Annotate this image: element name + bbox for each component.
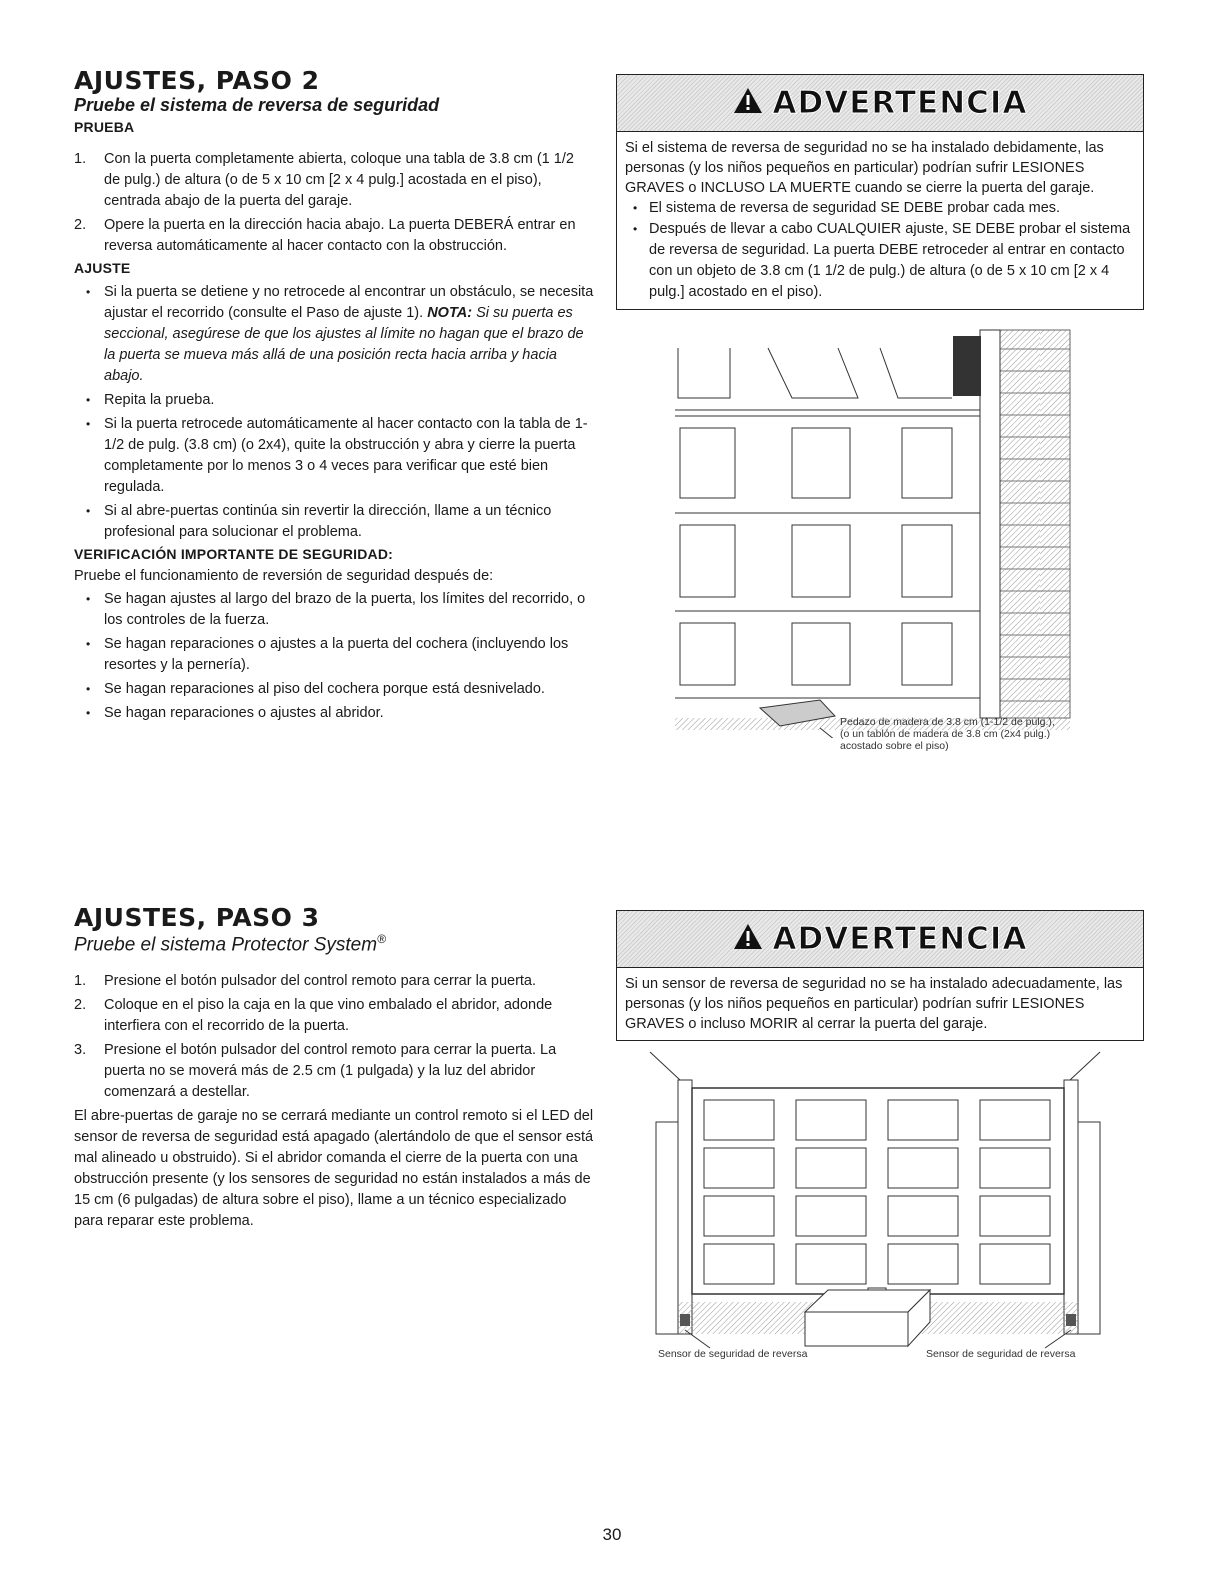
warning-text: Si el sistema de reversa de seguridad no se ha instalado debidamente, las personas (y los niños pequeños en particular) podrían sufrir LESIONES GRAVES o INCLUSO LA MUERTE cuando se cierre la puerta del garaje.: [625, 140, 1104, 196]
step3-title: AJUSTES, PASO 3: [74, 903, 320, 932]
ajuste-item-2: • Repita la prueba.: [74, 390, 594, 411]
step3-step-1: 1. Presione el botón pulsador del control remoto para cerrar la puerta.: [74, 973, 537, 990]
nota-label: NOTA:: [427, 304, 473, 321]
nota-text: Si su puerta es seccional, asegúrese de que los ajustes al límite no hagan que el brazo de la puerta se mueva más allá de una posición recta hacia arriba y hacia abajo.: [104, 304, 584, 384]
warning-body: [617, 968, 1143, 1040]
prueba-step-1: 1. Con la puerta completamente abierta, coloque una tabla de 3.8 cm (1 1/2 de pulg.) de altura (o de 5 x 10 cm [2 x 4 pulg.] acostada en el piso), centrada abajo de la puerta del garaje.: [74, 150, 574, 209]
ajuste-heading: AJUSTE: [74, 259, 131, 276]
step2-warning-box: [616, 74, 1144, 310]
garage-door-front-drawing: [640, 1050, 1110, 1350]
garage-door-illustration: [620, 328, 1080, 768]
step3-step-2: 2. Coloque en el piso la caja en la que vino embalado el abridor, adonde interfiera con el recorrido de la puerta.: [74, 997, 553, 1035]
verif-item: • Se hagan reparaciones al piso del cochera porque está desnivelado.: [74, 679, 594, 700]
warning-triangle-icon: [733, 923, 763, 955]
warning-title: ADVERTENCIA: [772, 85, 1028, 121]
prueba-step-2: 2. Opere la puerta en la dirección hacia abajo. La puerta DEBERÁ entrar en reversa automáticamente al hacer contacto con la obstrucción.: [74, 216, 576, 254]
warning-header: [617, 911, 1143, 968]
verif-intro: Pruebe el funcionamiento de reversión de seguridad después de:: [74, 567, 494, 584]
warning-bullet: • El sistema de reversa de seguridad SE DEBE probar cada mes.: [625, 198, 1135, 219]
step3-text-column: [74, 905, 594, 1232]
prueba-steps: [74, 149, 594, 257]
warning-title: ADVERTENCIA: [772, 921, 1028, 957]
page-number: 30: [602, 1525, 622, 1544]
prueba-heading: PRUEBA: [74, 118, 135, 135]
warning-bullet: • Después de llevar a cabo CUALQUIER ajuste, SE DEBE probar el sistema de reversa de seguridad. La puerta DEBE retroceder al entrar en contacto con un objeto de 3.8 cm (1 1/2 de pulg.) de altura (o de 5 x 10 cm [2 x 4 pulg.] acostado en el piso).: [625, 219, 1135, 303]
warning-bullets: [625, 198, 1135, 303]
verif-item: • Se hagan reparaciones o ajustes al abridor.: [74, 703, 594, 724]
ajuste-item-3: • Si la puerta retrocede automáticamente al hacer contacto con la tabla de 1-1/2 de pulg. (3.8 cm) (o 2x4), quite la obstrucción y abra y cierre la puerta completamente por lo menos 3 o 4 veces para verificar que esté bien regulada.: [74, 414, 594, 498]
warning-body: [617, 132, 1143, 309]
step2-title: AJUSTES, PASO 2: [74, 66, 320, 95]
verif-item: • Se hagan reparaciones o ajustes a la puerta del cochera (incluyendo los resortes y la pernería).: [74, 634, 594, 676]
figure-caption: Pedazo de madera de 3.8 cm (1-1/2 de pulg.), (o un tablón de madera de 3.8 cm (2x4 pulg.) acostado sobre el piso): [840, 716, 1055, 752]
step3-paragraph: El abre-puertas de garaje no se cerrará mediante un control remoto si el LED del sensor de reversa de seguridad está apagado (alertándolo de que el sensor está mal alineado u obstruido). Si el abridor comanda el cierre de la puerta con una obstrucción presente (y los sensores de seguridad no están instalados a más de 15 cm (6 pulgadas) de altura sobre el piso), llame a un técnico especializado para reparar este problema.: [74, 1108, 594, 1230]
step2-text-column: [74, 68, 594, 727]
garage-door-drawing: [620, 328, 1080, 738]
left-sensor-icon: [680, 1314, 690, 1326]
step3-step-3: 3. Presione el botón pulsador del control remoto para cerrar la puerta. La puerta no se moverá más de 2.5 cm (1 pulgada) y la luz del abridor comenzará a destellar.: [74, 1042, 557, 1101]
verif-heading: VERIFICACIÓN IMPORTANTE DE SEGURIDAD:: [74, 545, 394, 562]
ajuste-item-1: • Si la puerta se detiene y no retrocede al encontrar un obstáculo, se necesita ajustar el recorrido (consulte el Paso de ajuste 1). NOTA: Si su puerta es seccional, asegúrese de que los ajustes al límite no hagan que el brazo de la puerta se mueva más allá de una posición recta hacia arriba y hacia abajo.: [74, 282, 594, 387]
step3-subtitle: Pruebe el sistema Protector System®: [74, 932, 386, 956]
warning-triangle-icon: [733, 87, 763, 119]
warning-text: Si un sensor de reversa de seguridad no se ha instalado adecuadamente, las personas (y los niños pequeños en particular) podrían sufrir LESIONES GRAVES o incluso MORIR al cerrar la puerta del garaje.: [625, 976, 1123, 1032]
step3-steps: [74, 971, 594, 1103]
verif-item: • Se hagan ajustes al largo del brazo de la puerta, los límites del recorrido, o los controles de la fuerza.: [74, 589, 594, 631]
garage-door-sensor-illustration: [640, 1050, 1110, 1370]
sensor-right-label: Sensor de seguridad de reversa: [926, 1348, 1076, 1360]
step3-warning-box: [616, 910, 1144, 1041]
sensor-left-label: Sensor de seguridad de reversa: [658, 1348, 808, 1360]
step2-subtitle: Pruebe el sistema de reversa de seguridad: [74, 95, 440, 115]
warning-header: [617, 75, 1143, 132]
right-sensor-icon: [1066, 1314, 1076, 1326]
ajuste-list: [74, 282, 594, 543]
verif-list: [74, 589, 594, 724]
ajuste-item-4: • Si al abre-puertas continúa sin revertir la dirección, llame a un técnico profesional para solucionar el problema.: [74, 501, 594, 543]
